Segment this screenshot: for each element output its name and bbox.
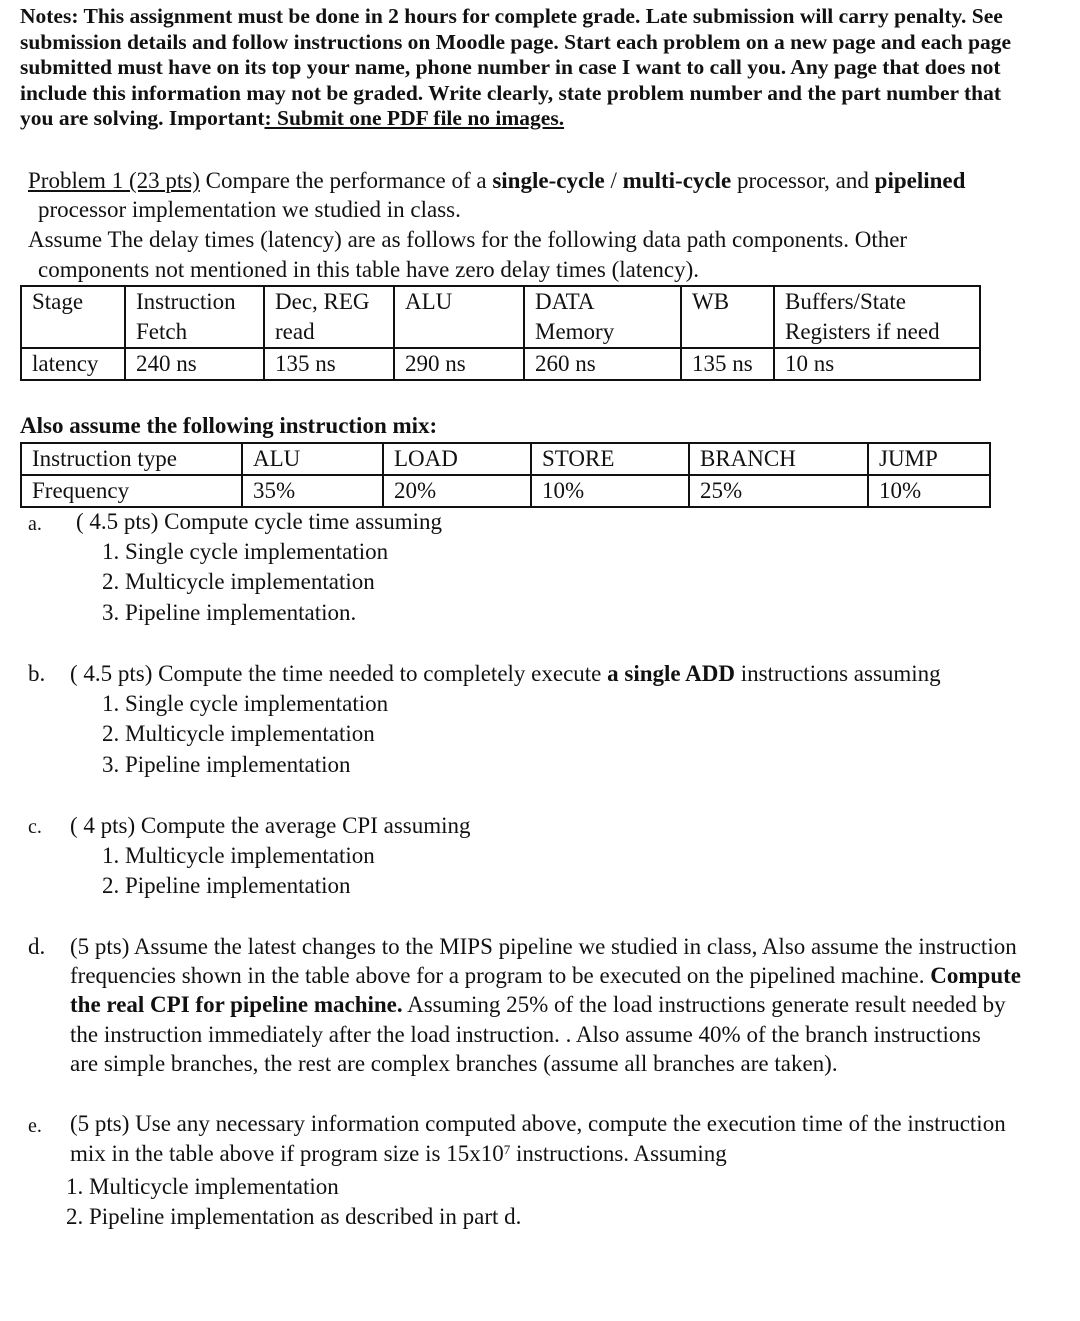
header-line-2: read: [275, 319, 315, 344]
problem-1-intro: [28, 166, 965, 196]
notes-line-5-prefix: you are solving. Important: [20, 106, 265, 130]
part-d-line-5: are simple branches, the rest are complex branches (assume all branches are taken).: [70, 1051, 838, 1076]
part-a-item: 1. Single cycle implementation: [102, 539, 389, 564]
latency-value-cell: 240 ns: [125, 348, 264, 380]
latency-header-cell: [774, 286, 980, 348]
part-c-label: c.: [28, 816, 42, 838]
part-b-item: 1. Single cycle implementation: [102, 691, 389, 716]
latency-value-row: [21, 348, 980, 380]
latency-value-cell: 135 ns: [264, 348, 394, 380]
part-b-text: [70, 659, 941, 689]
problem-1-multi-cycle: multi-cycle: [622, 168, 732, 193]
part-d-line-2-text: frequencies shown in the table above for a program to be executed on the pipelined machine.: [70, 963, 931, 988]
part-d-line-3: [70, 990, 1006, 1020]
problem-1-pipelined: pipelined: [874, 168, 966, 193]
part-c-item: 2. Pipeline implementation: [102, 873, 351, 898]
part-a-label: a.: [28, 513, 42, 535]
part-e-line-2: [70, 1139, 727, 1169]
part-e-exponent: 7: [503, 1142, 511, 1157]
latency-header-cell: [21, 286, 125, 348]
latency-value-cell: 260 ns: [524, 348, 681, 380]
assume-line-1: Assume The delay times (latency) are as follows for the following data path components. Other: [28, 227, 908, 252]
part-e-item: 2. Pipeline implementation as described in part d.: [66, 1204, 522, 1229]
part-e-line-1: (5 pts) Use any necessary information computed above, compute the execution time of the instruction: [70, 1111, 1006, 1136]
mix-header-row: [21, 443, 990, 475]
header-line-2: Memory: [535, 319, 615, 344]
header-line-1: Dec, REG: [275, 289, 370, 314]
latency-value-cell: 290 ns: [394, 348, 524, 380]
mix-header-cell: Instruction type: [21, 443, 242, 475]
header-line-1: Stage: [32, 289, 84, 314]
part-d-line-1: (5 pts) Assume the latest changes to the MIPS pipeline we studied in class, Also assume the instruction: [70, 934, 1017, 959]
part-e-line-2-tail: instructions. Assuming: [510, 1141, 727, 1166]
mix-value-cell: 20%: [383, 475, 531, 507]
part-c-text: ( 4 pts) Compute the average CPI assuming: [70, 813, 471, 838]
header-line-1: Buffers/State: [785, 289, 906, 314]
mix-header-cell: LOAD: [383, 443, 531, 475]
latency-header-cell: [524, 286, 681, 348]
problem-1-slash: /: [604, 168, 623, 193]
problem-1-intro-line-2: processor implementation we studied in class.: [38, 197, 461, 222]
instruction-mix-table: [20, 442, 991, 508]
header-line-1: DATA: [535, 289, 595, 314]
part-a-item: 2. Multicycle implementation: [102, 569, 375, 594]
mix-value-cell: 25%: [689, 475, 868, 507]
part-b-text-a: ( 4.5 pts) Compute the time needed to completely execute: [70, 661, 608, 686]
notes-line-5: [20, 106, 1080, 132]
problem-1-single-cycle: single-cycle: [492, 168, 605, 193]
latency-table: [20, 285, 981, 381]
header-line-2: Registers if need: [785, 319, 940, 344]
notes-line-2: submission details and follow instructions on Moodle page. Start each problem on a new page and each page: [20, 29, 1012, 54]
mix-header-cell: JUMP: [868, 443, 990, 475]
part-b-item: 3. Pipeline implementation: [102, 752, 351, 777]
notes-line-3: submitted must have on its top your name, phone number in case I want to call you. Any page that does not: [20, 55, 1001, 79]
mix-row-label: Frequency: [21, 475, 242, 507]
header-line-1: WB: [692, 289, 730, 314]
mix-value-cell: 10%: [531, 475, 689, 507]
problem-1-intro-text: Compare the performance of a: [199, 168, 493, 193]
part-b-label: b.: [28, 661, 46, 686]
latency-header-cell: [394, 286, 524, 348]
part-b-item: 2. Multicycle implementation: [102, 721, 375, 746]
part-d-label: d.: [28, 934, 46, 959]
header-line-1: Instruction: [136, 289, 236, 314]
latency-header-cell: [264, 286, 394, 348]
latency-header-cell: [125, 286, 264, 348]
notes-line-1: Notes: This assignment must be done in 2 hours for complete grade. Late submission will carry penalty. See: [20, 4, 1003, 28]
part-e-item: 1. Multicycle implementation: [66, 1174, 339, 1199]
part-e-label: e.: [28, 1115, 42, 1137]
notes-important-instruction: : Submit one PDF file no images.: [264, 106, 565, 130]
latency-row-label: latency: [21, 348, 125, 380]
mix-value-row: [21, 475, 990, 507]
latency-value-cell: 10 ns: [774, 348, 980, 380]
notes-line-4: include this information may not be graded. Write clearly, state problem number and the part number that: [20, 80, 1002, 105]
part-b-single-add: a single ADD: [607, 661, 735, 686]
part-b-text-c: instructions assuming: [734, 661, 941, 686]
problem-1-title: Problem 1 (23 pts): [28, 168, 200, 193]
mix-header-cell: ALU: [242, 443, 383, 475]
part-a-text: ( 4.5 pts) Compute cycle time assuming: [76, 509, 443, 534]
latency-header-row: [21, 286, 980, 348]
problem-1-intro-text-2: processor, and: [731, 168, 875, 193]
part-d-compute: Compute: [930, 963, 1021, 988]
part-d-line-3-text: Assuming 25% of the load instructions generate result needed by: [402, 992, 1006, 1017]
assume-line-2: components not mentioned in this table have zero delay times (latency).: [38, 257, 700, 282]
part-e-line-2-text: mix in the table above if program size is 15x10: [70, 1141, 504, 1166]
latency-header-cell: [681, 286, 774, 348]
part-a-item: 3. Pipeline implementation.: [102, 600, 357, 625]
part-c-item: 1. Multicycle implementation: [102, 843, 375, 868]
latency-value-cell: 135 ns: [681, 348, 774, 380]
mix-header-cell: STORE: [531, 443, 689, 475]
notes-paragraph: [20, 4, 1080, 132]
mix-value-cell: 10%: [868, 475, 990, 507]
mix-heading: Also assume the following instruction mix:: [20, 413, 438, 438]
mix-value-cell: 35%: [242, 475, 383, 507]
mix-header-cell: BRANCH: [689, 443, 868, 475]
part-d-line-4: the instruction immediately after the load instruction. . Also assume 40% of the branch instructions: [70, 1022, 981, 1047]
header-line-2: Fetch: [136, 319, 188, 344]
part-d-real-cpi: the real CPI for pipeline machine.: [70, 992, 403, 1017]
part-d-line-2: [70, 961, 1021, 991]
header-line-1: ALU: [405, 289, 453, 314]
